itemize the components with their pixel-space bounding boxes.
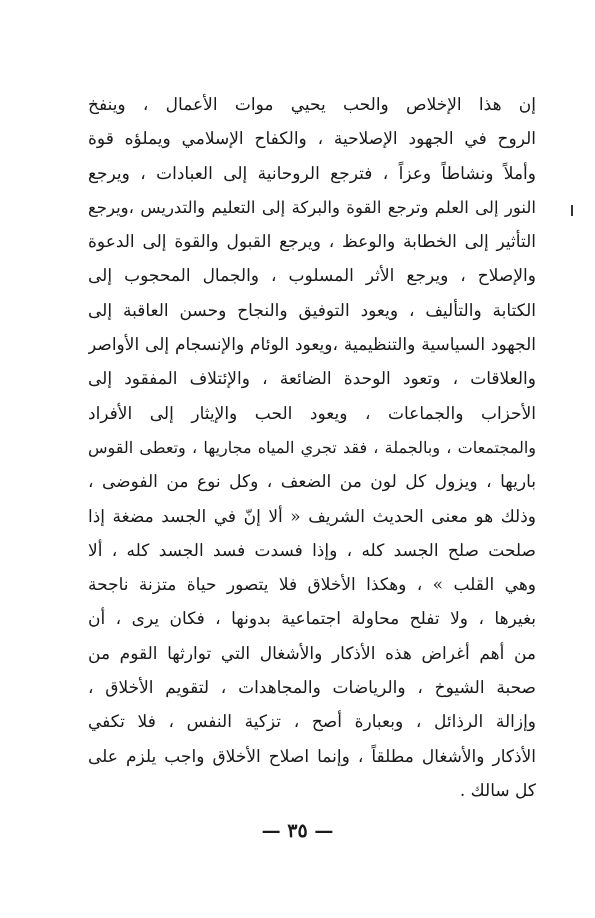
text-line: الأحزاب والجماعات ، ويعود الحب والإيثار إلى الأفراد bbox=[88, 403, 536, 424]
text-line: صحبة الشيوخ ، والرياضات والمجاهدات ، لتقويم الأخلاق ، bbox=[88, 678, 536, 699]
text-line: من أهم أغراض هذه الأذكار والأشغال التي توارثها القوم من bbox=[88, 643, 536, 664]
text-line: التأثير إلى الخطابة والوعظ ، ويرجع القبول والقوة إلى الدعوة bbox=[88, 232, 536, 253]
text-line: باريها ، ويزول كل لون من الضعف ، وكل نوع من الفوضى ، bbox=[88, 472, 536, 493]
text-line: الجهود السياسية والتنظيمية ،ويعود الوئام والإنسجام إلى الأواصر bbox=[88, 335, 536, 356]
text-line: وأملاً ونشاطاً وعزاً ، فترجع الروحانية إلى العبادات ، ويرجع bbox=[88, 163, 536, 184]
text-line: وهي القلب » ، وهكذا الأخلاق فلا يتصور حياة متزنة ناجحة bbox=[88, 575, 536, 596]
text-line: الأذكار والأشغال مطلقاً ، وإنما اصلاح الأخلاق واجب يلزم على bbox=[88, 746, 536, 767]
margin-mark bbox=[571, 205, 573, 216]
text-line: إن هذا الإخلاص والحب يحيي موات الأعمال ، وينفخ bbox=[88, 95, 536, 115]
text-line: وذلك هو معنى الحديث الشريف « ألا إنّ في الجسد مضغة إذا bbox=[88, 506, 536, 527]
text-line: بغيرها ، ولا تفلح محاولة اجتماعية بدونها ، فكان يرى ، أن bbox=[88, 609, 536, 630]
text-line-last: كل سالك . bbox=[459, 780, 536, 801]
text-line: الروح في الجهود الإصلاحية ، والكفاح الإسلامي ويملؤه قوة bbox=[88, 129, 536, 150]
text-line: والمجتمعات ، وبالجملة ، فقد تجري المياه مجاريها ، وتعطى القوس bbox=[88, 437, 536, 457]
text-line: والإصلاح ، ويرجع الأثر المسلوب ، والجمال المحجوب إلى bbox=[88, 266, 536, 287]
text-line: النور إلى العلم وترجع القوة والبركة إلى التعليم والتدريس ،ويرجع bbox=[88, 197, 536, 217]
text-line: الكتابة والتأليف ، ويعود التوفيق والنجاح وحسن العاقبة إلى bbox=[88, 300, 536, 321]
body-text bbox=[88, 88, 536, 808]
page-number: — ٣٥ — bbox=[261, 820, 334, 842]
text-line: صلحت صلح الجسد كله ، وإذا فسدت فسد الجسد كله ، ألا bbox=[88, 540, 536, 561]
text-line: والعلاقات ، وتعود الوحدة الضائعة ، والإئتلاف المفقود إلى bbox=[88, 369, 536, 390]
text-line: وإزالة الرذائل ، وبعبارة أصح ، تزكية النفس ، فلا تكفي bbox=[88, 712, 536, 733]
